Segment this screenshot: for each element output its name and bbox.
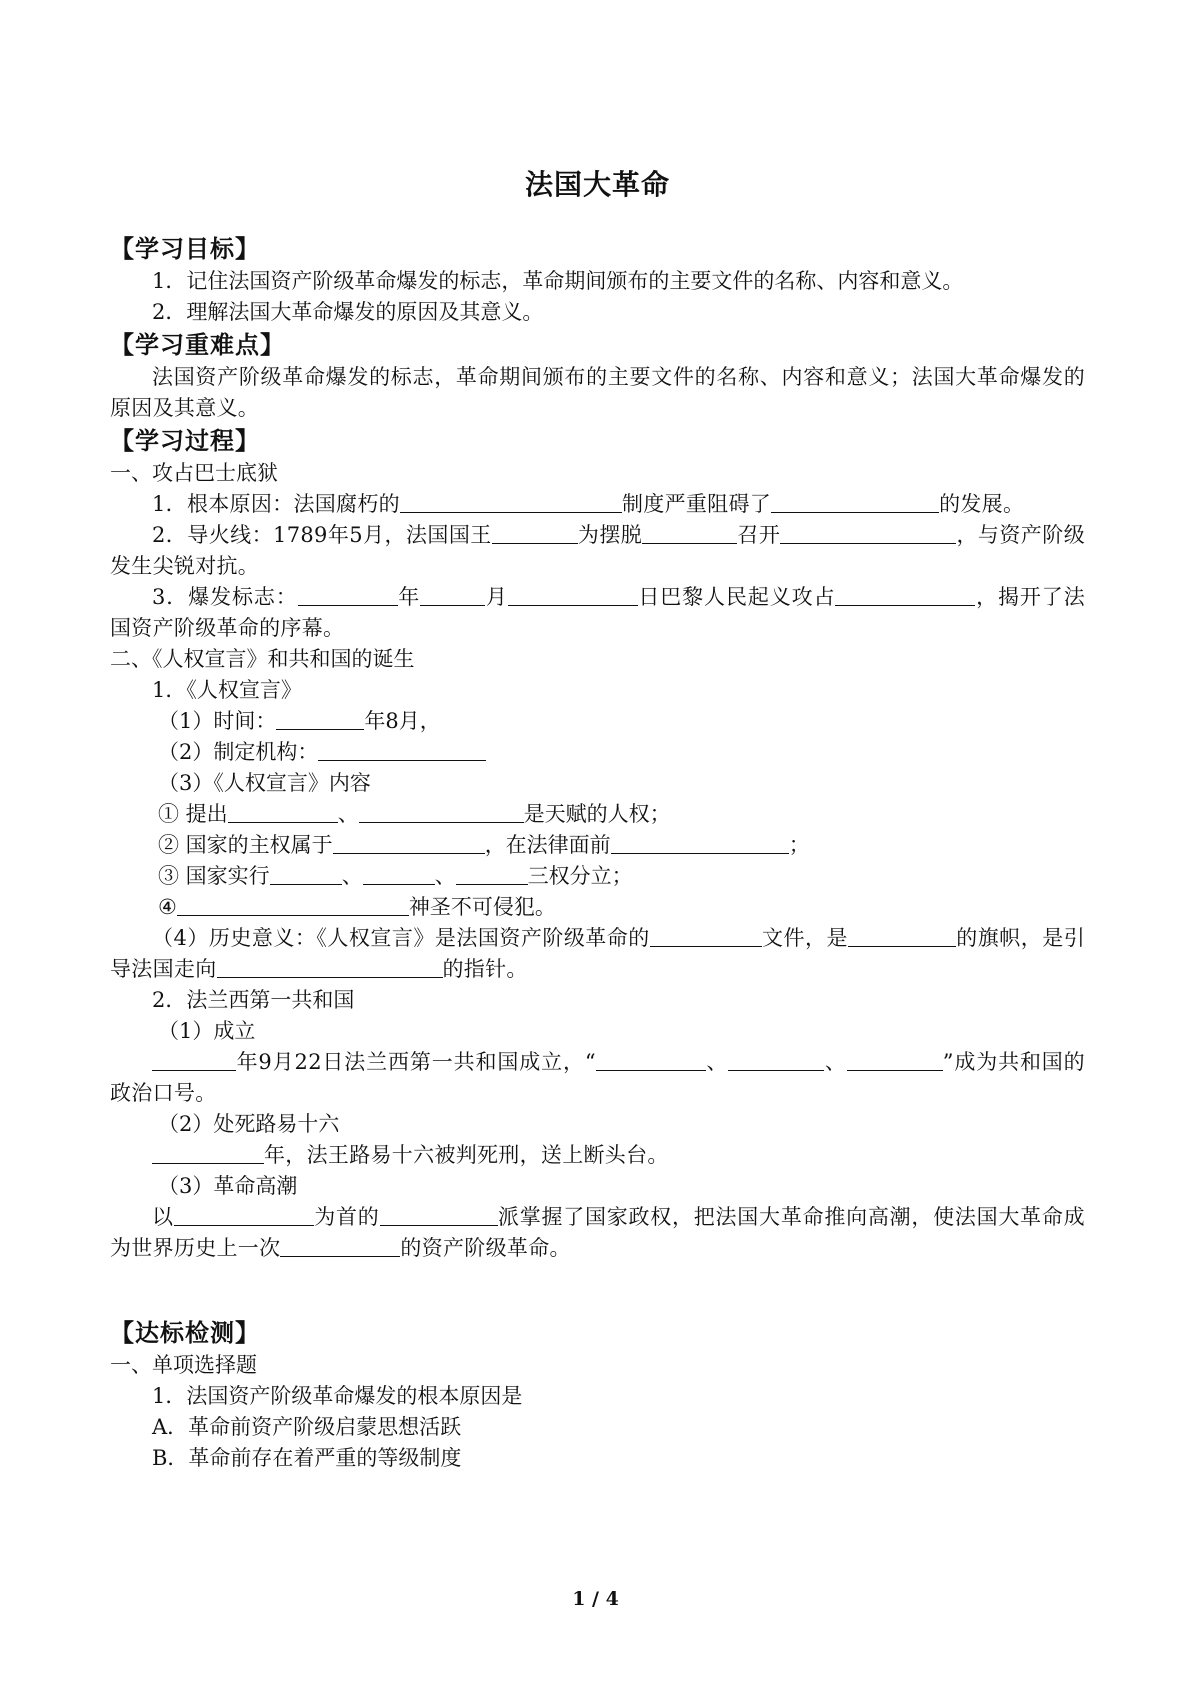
fill-blank[interactable] — [650, 924, 762, 947]
content-item-4 — [110, 892, 1085, 923]
text-segment: ，与资产阶级发生尖锐对抗。 — [110, 523, 1085, 578]
text-segment: 年8月， — [364, 709, 441, 733]
text-segment: （2）制定机构： — [158, 740, 319, 764]
text-segment: ，在法律面前 — [484, 833, 611, 857]
text-segment: 的指针。 — [442, 957, 528, 981]
declaration-significance — [110, 923, 1085, 985]
declaration-content-title: （3）《人权宣言》内容 — [158, 771, 371, 795]
text-segment: 、 — [434, 864, 456, 888]
test-question-1: 1．法国资产阶级革命爆发的根本原因是 — [152, 1384, 523, 1408]
fill-blank[interactable] — [400, 490, 622, 513]
peak-title: （3）革命高潮 — [158, 1174, 298, 1198]
key-points-text: 法国资产阶级革命爆发的标志，革命期间颁布的主要文件的名称、内容和意义；法国大革命爆发的原因及其意义。 — [110, 365, 1085, 420]
text-segment: 制度严重阻碍了 — [621, 492, 772, 516]
text-segment: 年 — [397, 585, 421, 609]
text-segment: 、 — [824, 1050, 847, 1074]
text-segment: 年，法王路易十六被判死刑，送上断头台。 — [264, 1143, 669, 1167]
test-option-b: B．革命前存在着严重的等级制度 — [152, 1446, 462, 1470]
text-segment: ② 国家的主权属于 — [158, 833, 333, 857]
sub2-title: 2．法兰西第一共和国 — [152, 988, 355, 1012]
text-segment: 召开 — [737, 523, 781, 547]
text-segment: 日巴黎人民起义攻占 — [637, 585, 836, 609]
question-trigger — [110, 520, 1085, 582]
text-segment: 为首的 — [313, 1205, 380, 1229]
document-title: 法国大革命 — [524, 168, 670, 201]
text-segment: 以 — [152, 1205, 174, 1229]
text-segment: 、 — [337, 802, 359, 826]
fill-blank[interactable] — [456, 862, 528, 885]
section-heading-key-points: 【学习重难点】 — [110, 331, 285, 359]
fill-blank[interactable] — [420, 583, 485, 606]
establishment-text — [110, 1047, 1085, 1109]
sub1-title: 1．《人权宣言》 — [152, 678, 302, 702]
section-heading-goals: 【学习目标】 — [110, 235, 260, 263]
section-heading-test: 【达标检测】 — [110, 1319, 260, 1347]
fill-blank[interactable] — [596, 1048, 706, 1071]
text-segment: ③ 国家实行 — [158, 864, 270, 888]
text-segment: 的资产阶级革命。 — [400, 1236, 571, 1260]
text-segment: 派掌握了国家政权，把法国大革命推向高潮，使法国大革命成为世界历史上一次 — [110, 1205, 1085, 1260]
fill-blank[interactable] — [270, 862, 342, 885]
part1-title: 一、攻占巴士底狱 — [110, 461, 278, 485]
content-item-3 — [110, 861, 1085, 892]
content-item-2 — [110, 830, 1085, 861]
text-segment: ”成为共和国的政治口号。 — [110, 1050, 1085, 1105]
fill-blank[interactable] — [280, 1234, 400, 1257]
text-segment: 年9月22日法兰西第一共和国成立，“ — [236, 1050, 596, 1074]
text-segment: （4）历史意义：《人权宣言》是法国资产阶级革命的 — [152, 926, 650, 950]
fill-blank[interactable] — [177, 893, 409, 916]
text-segment: 三权分立； — [527, 864, 633, 888]
spacer — [110, 1264, 1085, 1316]
text-segment: 为摆脱 — [577, 523, 643, 547]
fill-blank[interactable] — [380, 1203, 498, 1226]
fill-blank[interactable] — [728, 1048, 824, 1071]
text-segment: 文件，是 — [761, 926, 849, 950]
question-root-cause — [110, 489, 1085, 520]
test-option-a: A．革命前资产阶级启蒙思想活跃 — [152, 1415, 462, 1439]
fill-blank[interactable] — [363, 862, 435, 885]
text-segment: ① 提出 — [158, 802, 228, 826]
declaration-time — [110, 706, 1085, 737]
fill-blank[interactable] — [771, 490, 939, 513]
text-segment: 的发展。 — [939, 492, 1025, 516]
fill-blank[interactable] — [318, 738, 486, 761]
text-segment: ④ — [158, 895, 177, 919]
fill-blank[interactable] — [780, 521, 956, 544]
fill-blank[interactable] — [642, 521, 737, 544]
fill-blank[interactable] — [298, 583, 398, 606]
text-segment: 的旗帜，是引导法国走向 — [110, 926, 1086, 981]
goal-item-2: 2．理解法国大革命爆发的原因及其意义。 — [152, 300, 544, 324]
fill-blank[interactable] — [152, 1141, 264, 1164]
execution-text — [110, 1140, 1085, 1171]
text-segment: 月 — [485, 585, 508, 609]
text-segment: 神圣不可侵犯。 — [408, 895, 556, 919]
fill-blank[interactable] — [611, 831, 789, 854]
fill-blank[interactable] — [174, 1203, 314, 1226]
content-item-1 — [110, 799, 1085, 830]
fill-blank[interactable] — [228, 800, 338, 823]
goal-item-1: 1．记住法国资产阶级革命爆发的标志，革命期间颁布的主要文件的名称、内容和意义。 — [152, 269, 964, 293]
fill-blank[interactable] — [152, 1048, 236, 1071]
text-segment: （1）时间： — [158, 709, 277, 733]
text-segment: 、 — [705, 1050, 729, 1074]
page-number: 1 / 4 — [572, 1588, 619, 1610]
text-segment: ，揭开了法国资产阶级革命的序幕。 — [110, 585, 1086, 640]
establishment-title: （1）成立 — [158, 1019, 256, 1043]
document-content — [110, 160, 1085, 1474]
peak-text — [110, 1202, 1085, 1264]
text-segment: 是天赋的人权； — [523, 802, 671, 826]
fill-blank[interactable] — [508, 583, 638, 606]
text-segment: 、 — [341, 864, 363, 888]
fill-blank[interactable] — [276, 707, 364, 730]
fill-blank[interactable] — [217, 955, 443, 978]
text-segment: 2．导火线：1789年5月，法国国王 — [152, 523, 492, 547]
execution-title: （2）处死路易十六 — [158, 1112, 340, 1136]
text-segment: ； — [788, 833, 810, 857]
text-segment: 3．爆发标志： — [152, 585, 298, 609]
fill-blank[interactable] — [359, 800, 524, 823]
section-heading-process: 【学习过程】 — [110, 427, 260, 455]
fill-blank[interactable] — [333, 831, 485, 854]
declaration-body — [110, 737, 1085, 768]
text-segment: 1．根本原因：法国腐朽的 — [152, 492, 400, 516]
part2-title: 二、《人权宣言》和共和国的诞生 — [110, 647, 415, 671]
fill-blank[interactable] — [835, 583, 975, 606]
fill-blank[interactable] — [492, 521, 578, 544]
question-outbreak — [110, 582, 1085, 644]
test-part1-title: 一、单项选择题 — [110, 1353, 257, 1377]
fill-blank[interactable] — [848, 924, 956, 947]
fill-blank[interactable] — [847, 1048, 943, 1071]
